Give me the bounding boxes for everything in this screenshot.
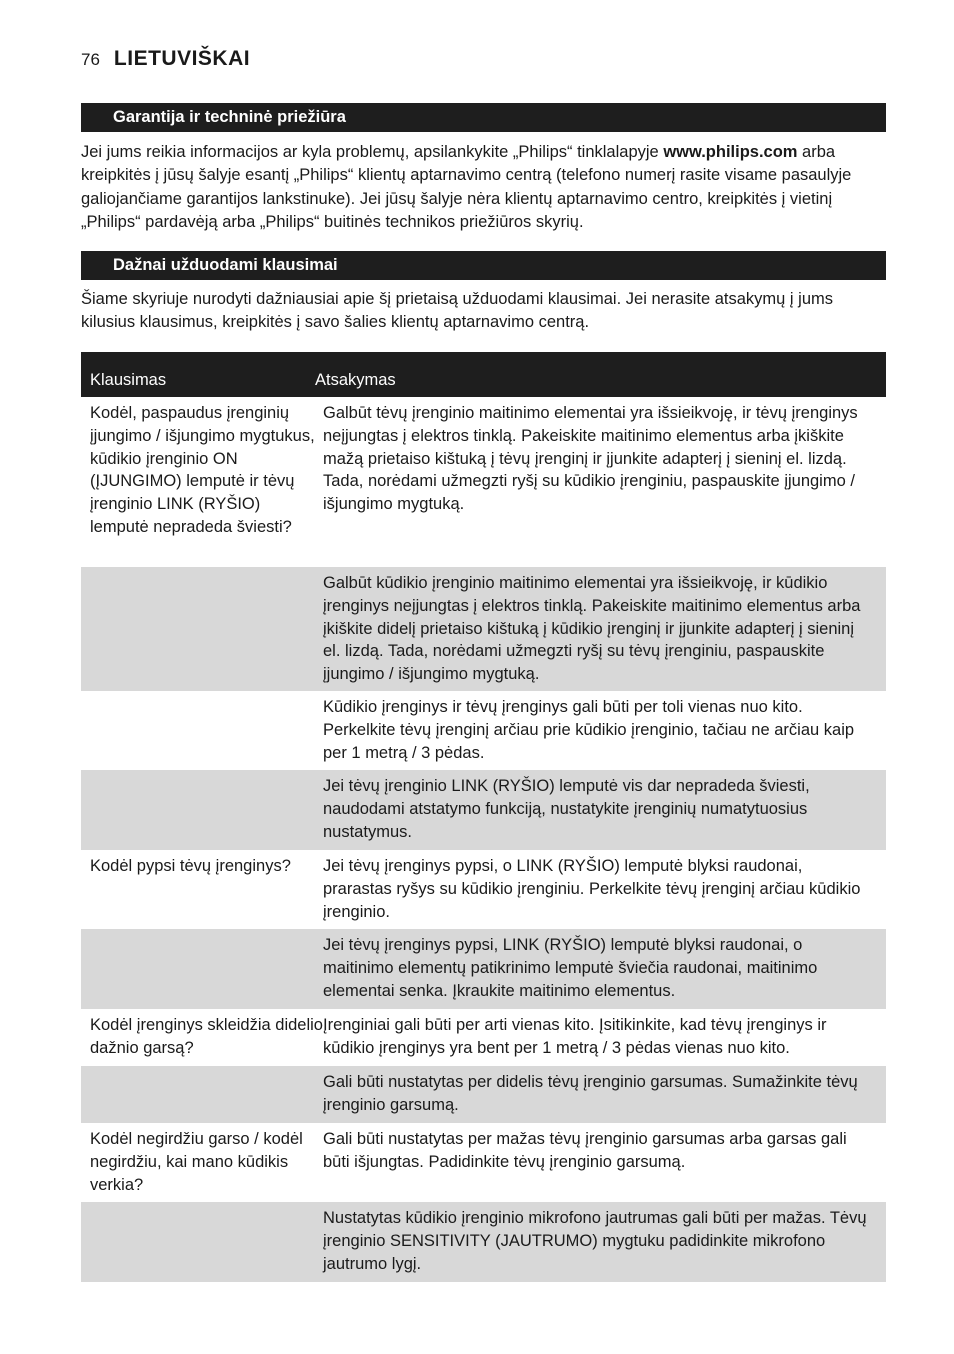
faq-row [81, 1009, 886, 1066]
faq-answer: Jei tėvų įrenginys pypsi, LINK (RYŠIO) lemputė blyksi raudonai, o maitinimo elementų patikrinimo lemputė šviečia raudonai, maitinimo elementai senka. Įkraukite maitinimo elementus. [323, 936, 818, 1000]
page-language-title: LIETUVIŠKAI [113, 47, 251, 70]
faq-question [81, 1202, 323, 1282]
faq-question: Kodėl negirdžiu garso / kodėl negirdžiu, kai mano kūdikis verkia? [90, 1130, 303, 1194]
section-title-faq: Dažnai užduodami klausimai [81, 251, 886, 280]
faq-row [81, 567, 886, 691]
faq-answer: Nustatytas kūdikio įrenginio mikrofono jautrumas gali būti per mažas. Tėvų įrenginio SENSITIVITY (JAUTRUMO) mygtuku padidinkite mikrofono jautrumo lygį. [323, 1209, 867, 1273]
faq-row [81, 929, 886, 1009]
page-number: 76 [81, 50, 100, 69]
faq-table-header [81, 352, 886, 397]
faq-table [81, 352, 886, 1282]
faq-row [81, 770, 886, 850]
faq-answer: Jei tėvų įrenginio LINK (RYŠIO) lemputė vis dar nepradeda šviesti, naudodami atstatymo funkciją, nustatykite įrenginių numatytuosius nustatymus. [323, 777, 810, 841]
faq-question: Kodėl, paspaudus įrenginių įjungimo / išjungimo mygtukus, kūdikio įrenginio ON (ĮJUNGIMO) lemputė ir tėvų įrenginio LINK (RYŠIO) lemputė nepradeda šviesti? [90, 404, 315, 536]
faq-row [81, 1066, 886, 1123]
faq-question: Kodėl įrenginys skleidžia didelio dažnio garsą? [90, 1016, 323, 1057]
faq-row [81, 397, 886, 567]
faq-question [81, 1066, 323, 1123]
faq-question [81, 770, 323, 850]
faq-row [81, 691, 886, 770]
warranty-paragraph [81, 141, 891, 235]
warranty-text-after: arba kreipkitės į jūsų šalyje esantį „Philips“ klientų aptarnavimo centrą (telefono numerį rasite visame pasaulyje galiojančiame garantijos lankstinuke). Jei jūsų šalyje nėra klientų aptarnavimo centro, kreipkitės į vietinį „Philips“ pardavėją arba „Philips“ buitinės technikos priežiūros skyrių. [81, 143, 852, 232]
faq-answer: Gali būti nustatytas per mažas tėvų įrenginio garsumas arba garsas gali būti išjungtas. Padidinkite tėvų įrenginio garsumą. [323, 1130, 847, 1171]
faq-question [81, 567, 323, 691]
faq-answer: Jei tėvų įrenginys pypsi, o LINK (RYŠIO) lemputė blyksi raudonai, prarastas ryšys su kūdikio įrenginiu. Perkelkite tėvų įrenginį arčiau kūdikio įrenginio. [323, 857, 861, 921]
faq-row [81, 1202, 886, 1282]
faq-row [81, 850, 886, 929]
faq-answer: Įrenginiai gali būti per arti vienas kito. Įsitikinkite, kad tėvų įrenginys ir kūdikio įrenginys yra bent per 1 metrą / 3 pėdas vienas nuo kito. [323, 1016, 827, 1057]
faq-question: Kodėl pypsi tėvų įrenginys? [90, 857, 291, 875]
warranty-text-before: Jei jums reikia informacijos ar kyla problemų, apsilankykite „Philips“ tinklalapyje [81, 143, 664, 161]
column-header-answer: Atsakymas [315, 371, 396, 389]
faq-question [81, 691, 323, 770]
faq-question [81, 929, 323, 1009]
section-title-warranty: Garantija ir techninė priežiūra [81, 103, 886, 132]
faq-answer: Galbūt kūdikio įrenginio maitinimo elementai yra išsieikvoję, ir kūdikio įrenginys neįjungtas į elektros tinklą. Pakeiskite maitinimo elementus arba įkiškite didelį prietaiso kištuką į kūdikio įrenginį ir įjunkite adapterį į sieninį el. lizdą. Tada, norėdami užmegzti ryšį su tėvų įrenginiu, paspauskite įjungimo / išjungimo mygtuką. [323, 574, 861, 684]
column-header-question: Klausimas [90, 371, 167, 389]
faq-intro: Šiame skyriuje nurodyti dažniausiai apie šį prietaisą užduodami klausimai. Jei nerasite atsakymų į jums kilusius klausimus, kreipkitės į savo šalies klientų aptarnavimo centrą. [81, 290, 834, 332]
faq-answer: Kūdikio įrenginys ir tėvų įrenginys gali būti per toli vienas nuo kito. Perkelkite tėvų įrenginį arčiau prie kūdikio įrenginio, tačiau ne arčiau kaip per 1 metrą / 3 pėdas. [323, 698, 855, 762]
faq-row [81, 1123, 886, 1202]
page-header [81, 47, 250, 71]
faq-answer: Gali būti nustatytas per didelis tėvų įrenginio garsumas. Sumažinkite tėvų įrenginio garsumą. [323, 1073, 858, 1114]
faq-answer: Galbūt tėvų įrenginio maitinimo elementai yra išsieikvoję, ir tėvų įrenginys neįjungtas į elektros tinklą. Pakeiskite maitinimo elementus arba įkiškite mažą prietaiso kištuką į tėvų įrenginį ir įjunkite adapterį į sieninį el. lizdą. Tada, norėdami užmegzti ryšį su kūdikio įrenginiu, paspauskite įjungimo / išjungimo mygtuką. [323, 404, 858, 514]
philips-url-link[interactable]: www.philips.com [663, 143, 798, 161]
